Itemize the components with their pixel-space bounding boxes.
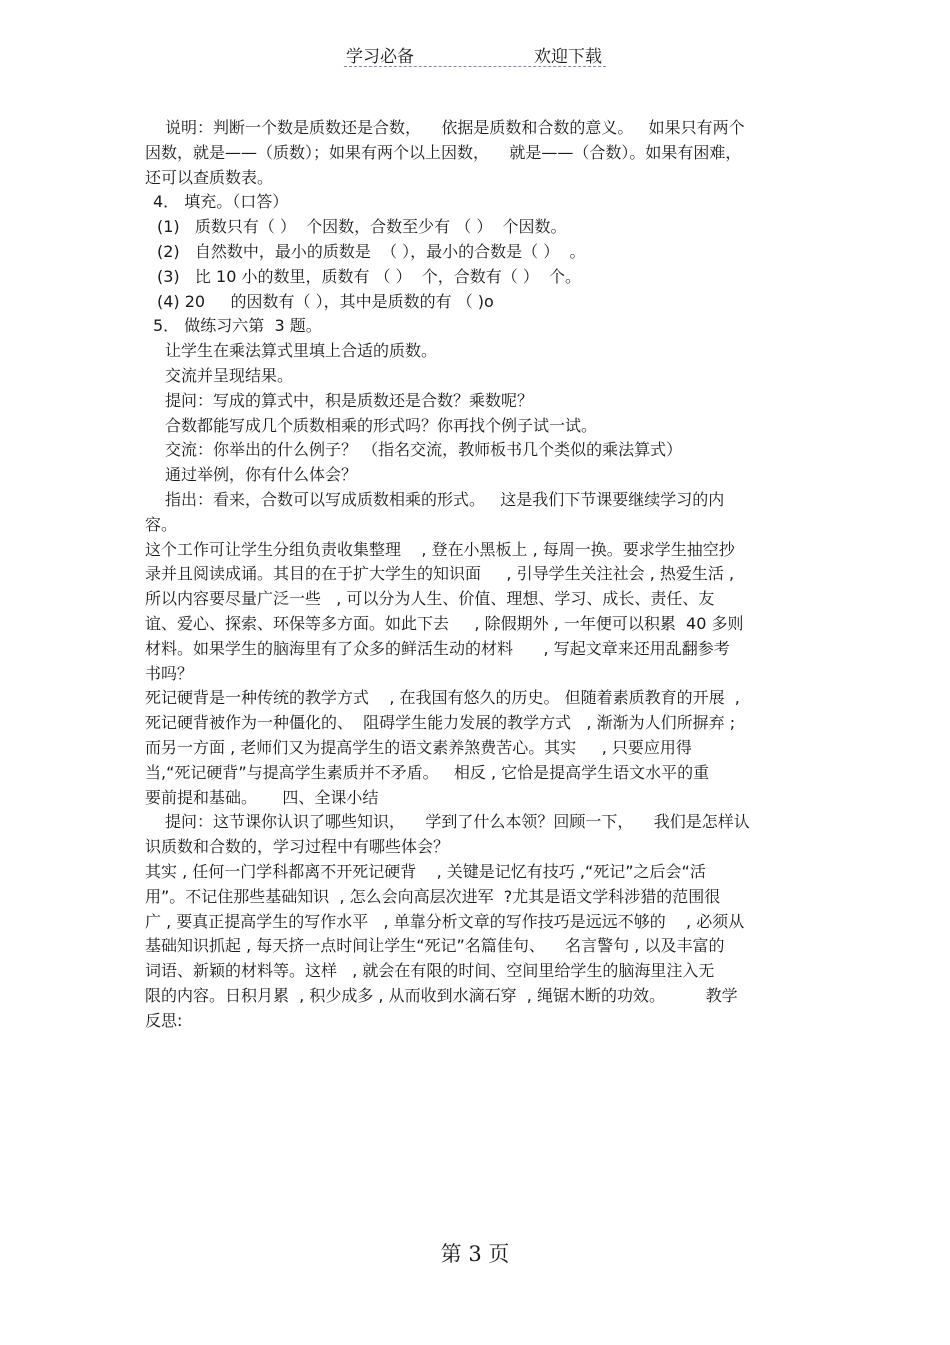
text-line: 交流并呈现结果。	[165, 365, 294, 385]
text-line: (2) 自然数中，最小的质数是 （ ），最小的合数是（ ） 。	[157, 241, 586, 261]
header-right-text: 欢迎下载	[534, 47, 602, 67]
text-line: (1) 质数只有（ ） 个因数，合数至少有 （ ） 个因数。	[157, 217, 567, 237]
text-line: 当,“死记硬背”与提高学生素质并不矛盾。 相反 , 它恰是提高学生语文水平的重	[145, 762, 710, 782]
text-line: 用”。不记住那些基础知识 , 怎么会向高层次进军 ?尤其是语文学科涉猎的范围很	[145, 886, 721, 906]
text-line: 容。	[145, 514, 178, 534]
text-line: 因数，就是——（质数）；如果有两个以上因数， 就是——（合数）。如果有困难，	[145, 142, 742, 162]
text-line: 提问：写成的算式中，积是质数还是合数？乘数呢？	[165, 390, 534, 410]
text-line: 说明：判断一个数是质数还是合数， 依据是质数和合数的意义。 如果只有两个	[165, 118, 745, 137]
text-line: 词语、新颖的材料等。这样 , 就会在有限的时间、空间里给学生的脑海里注入无	[145, 961, 715, 981]
text-line: 限的内容。日积月累 , 积少成多 , 从而收到水滴石穿 , 绳锯木断的功效。 教学	[145, 985, 738, 1005]
text-line: 基础知识抓起 , 每天挤一点时间让学生“死记”名篇佳句、 名言警句 , 以及丰富的	[145, 936, 725, 956]
text-line: 让学生在乘法算式里填上合适的质数。	[165, 341, 438, 361]
text-line: 广 , 要真正提高学生的写作水平 , 单靠分析文章的写作技巧是远远不够的 , 必须从	[145, 911, 745, 931]
text-line: 书吗？	[145, 663, 194, 683]
text-line: 合数都能写成几个质数相乘的形式吗？你再找个例子试一试。	[165, 415, 598, 435]
document-body	[145, 116, 807, 1033]
text-line: 通过举例，你有什么体会？	[165, 465, 358, 485]
text-line: 死记硬背被作为一种僵化的、 阻碍学生能力发展的教学方式 , 渐渐为人们所摒弃 ;	[145, 713, 736, 733]
text-line: 还可以查质数表。	[145, 167, 274, 187]
text-line: 而另一方面 , 老师们又为提高学生的语文素养煞费苦心。其实 , 只要应用得	[145, 737, 692, 757]
text-line: 要前提和基础。 四、全课小结	[145, 787, 379, 807]
text-line: 材料。如果学生的脑海里有了众多的鲜活生动的材料 , 写起文章来还用乱翻参考	[145, 638, 730, 658]
text-line: (4) 20 的因数有（ ），其中是质数的有 （ )o	[157, 291, 494, 311]
page-number: 第 3 页	[440, 1242, 510, 1266]
text-line: 录并且阅读成诵。其目的在于扩大学生的知识面 , 引导学生关注社会 , 热爱生活 ,	[145, 564, 735, 584]
text-line: 这个工作可让学生分组负责收集整理 , 登在小黑板上 , 每周一换。要求学生抽空抄	[145, 539, 735, 559]
text-line: 反思:	[145, 1010, 183, 1030]
text-line: (3) 比 10 小的数里，质数有 （ ） 个，合数有（ ） 个。	[157, 266, 582, 286]
header-left-text: 学习必备	[346, 47, 414, 67]
text-line: 指出：看来，合数可以写成质数相乘的形式。 这是我们下节课要继续学习的内	[165, 489, 725, 509]
text-line: 死记硬背是一种传统的教学方式 , 在我国有悠久的历史。 但随着素质教育的开展 ,	[145, 688, 740, 708]
text-line: 识质数和合数的，学习过程中有哪些体会？	[145, 837, 450, 857]
text-line: 谊、爱心、探索、环保等多方面。如此下去 , 除假期外 , 一年便可以积累 40 多则	[145, 613, 744, 633]
page-header	[344, 40, 606, 67]
text-line: 其实 , 任何一门学科都离不开死记硬背 , 关键是记忆有技巧 ,“死记”之后会“活	[145, 861, 706, 881]
text-line: 5． 做练习六第 3 题。	[153, 316, 322, 336]
text-line: 4． 填充。（口答）	[153, 192, 289, 212]
text-line: 提问：这节课你认识了哪些知识， 学到了什么本领？回顾一下， 我们是怎样认	[165, 812, 750, 832]
text-line: 所以内容要尽量广泛一些 , 可以分为人生、价值、理想、学习、成长、责任、友	[145, 589, 715, 609]
text-line: 交流：你举出的什么例子？ （指名交流，教师板书几个类似的乘法算式）	[165, 440, 683, 460]
